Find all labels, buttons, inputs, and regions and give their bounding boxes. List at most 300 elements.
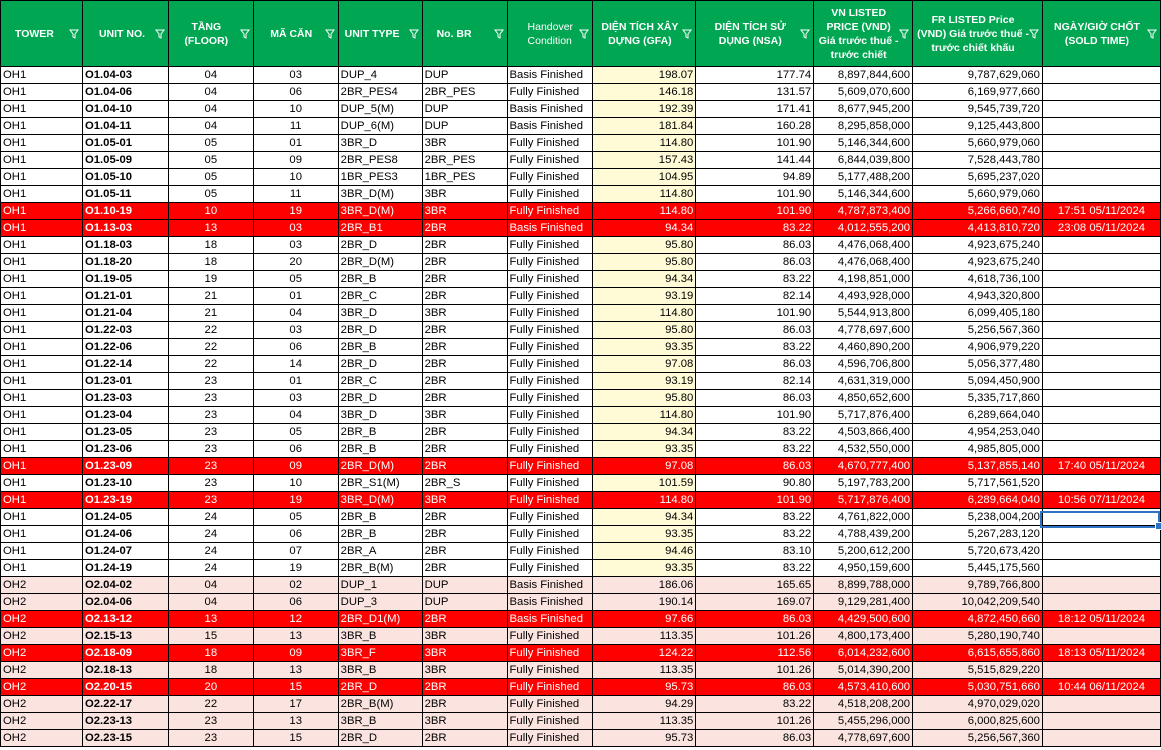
cell-fr-price[interactable]: 5,056,377,480 (913, 356, 1043, 373)
cell-no-br[interactable]: 2BR (422, 458, 507, 475)
cell-unit-no[interactable]: O1.04-10 (82, 101, 168, 118)
cell-unit-no[interactable]: O1.13-03 (82, 220, 168, 237)
cell-floor[interactable]: 24 (168, 526, 253, 543)
cell-unit-type[interactable]: 2BR_PES4 (338, 84, 422, 101)
cell-sold-time[interactable] (1042, 475, 1160, 492)
cell-nsa[interactable]: 86.03 (696, 730, 814, 747)
cell-no-br[interactable]: 2BR (422, 441, 507, 458)
cell-floor[interactable]: 04 (168, 577, 253, 594)
cell-fr-price[interactable]: 5,515,829,220 (913, 662, 1043, 679)
cell-tower[interactable]: OH2 (1, 645, 83, 662)
cell-handover[interactable]: Fully Finished (507, 169, 593, 186)
cell-gfa[interactable]: 190.14 (593, 594, 696, 611)
cell-gfa[interactable]: 114.80 (593, 186, 696, 203)
cell-unit-type[interactable]: DUP_6(M) (338, 118, 422, 135)
cell-nsa[interactable]: 101.26 (696, 662, 814, 679)
cell-fr-price[interactable]: 5,267,283,120 (913, 526, 1043, 543)
cell-vn-price[interactable]: 4,518,208,200 (814, 696, 913, 713)
cell-nsa[interactable]: 141.44 (696, 152, 814, 169)
cell-sold-time[interactable] (1042, 560, 1160, 577)
cell-unit-code[interactable]: 12 (253, 611, 338, 628)
cell-nsa[interactable]: 112.56 (696, 645, 814, 662)
cell-floor[interactable]: 18 (168, 237, 253, 254)
cell-unit-type[interactable]: 2BR_B1 (338, 220, 422, 237)
cell-tower[interactable]: OH2 (1, 730, 83, 747)
cell-tower[interactable]: OH1 (1, 254, 83, 271)
cell-nsa[interactable]: 160.28 (696, 118, 814, 135)
filter-dropdown-icon[interactable] (800, 28, 810, 40)
column-header-unit-code[interactable] (253, 1, 338, 67)
cell-nsa[interactable]: 86.03 (696, 254, 814, 271)
cell-handover[interactable]: Fully Finished (507, 730, 593, 747)
cell-vn-price[interactable]: 8,897,844,600 (814, 67, 913, 84)
cell-fr-price[interactable]: 9,545,739,720 (913, 101, 1043, 118)
cell-sold-time[interactable] (1042, 441, 1160, 458)
filter-dropdown-icon[interactable] (69, 28, 79, 40)
cell-vn-price[interactable]: 5,177,488,200 (814, 169, 913, 186)
cell-floor[interactable]: 24 (168, 560, 253, 577)
cell-tower[interactable]: OH1 (1, 220, 83, 237)
cell-nsa[interactable]: 83.22 (696, 560, 814, 577)
cell-no-br[interactable]: 2BR (422, 509, 507, 526)
cell-unit-code[interactable]: 10 (253, 475, 338, 492)
cell-fr-price[interactable]: 6,289,664,040 (913, 407, 1043, 424)
cell-unit-no[interactable]: O1.10-19 (82, 203, 168, 220)
cell-nsa[interactable]: 83.22 (696, 424, 814, 441)
cell-sold-time[interactable] (1042, 339, 1160, 356)
cell-gfa[interactable]: 94.34 (593, 424, 696, 441)
cell-handover[interactable]: Fully Finished (507, 509, 593, 526)
cell-unit-type[interactable]: 2BR_D (338, 730, 422, 747)
cell-nsa[interactable]: 171.41 (696, 101, 814, 118)
cell-unit-type[interactable]: 3BR_B (338, 713, 422, 730)
cell-fr-price[interactable]: 5,660,979,060 (913, 186, 1043, 203)
cell-fr-price[interactable]: 4,413,810,720 (913, 220, 1043, 237)
cell-handover[interactable]: Fully Finished (507, 424, 593, 441)
cell-handover[interactable]: Fully Finished (507, 203, 593, 220)
cell-handover[interactable]: Fully Finished (507, 492, 593, 509)
column-header-tower[interactable] (1, 1, 83, 67)
cell-handover[interactable]: Basis Finished (507, 594, 593, 611)
cell-tower[interactable]: OH1 (1, 101, 83, 118)
cell-unit-type[interactable]: 2BR_B(M) (338, 696, 422, 713)
cell-fr-price[interactable]: 6,615,655,860 (913, 645, 1043, 662)
cell-handover[interactable]: Fully Finished (507, 679, 593, 696)
cell-tower[interactable]: OH2 (1, 594, 83, 611)
cell-handover[interactable]: Fully Finished (507, 696, 593, 713)
cell-unit-code[interactable]: 14 (253, 356, 338, 373)
cell-tower[interactable]: OH1 (1, 118, 83, 135)
cell-fr-price[interactable]: 5,030,751,660 (913, 679, 1043, 696)
cell-tower[interactable]: OH1 (1, 237, 83, 254)
cell-unit-no[interactable]: O1.23-19 (82, 492, 168, 509)
cell-unit-type[interactable]: 3BR_D (338, 407, 422, 424)
cell-vn-price[interactable]: 8,899,788,000 (814, 577, 913, 594)
cell-unit-type[interactable]: 2BR_B(M) (338, 560, 422, 577)
cell-tower[interactable]: OH2 (1, 628, 83, 645)
cell-gfa[interactable]: 113.35 (593, 713, 696, 730)
cell-sold-time[interactable] (1042, 356, 1160, 373)
cell-vn-price[interactable]: 4,778,697,600 (814, 322, 913, 339)
cell-no-br[interactable]: 3BR (422, 407, 507, 424)
cell-floor[interactable]: 23 (168, 441, 253, 458)
cell-unit-type[interactable]: 2BR_B (338, 441, 422, 458)
column-header-sold-time[interactable] (1042, 1, 1160, 67)
filter-dropdown-icon[interactable] (579, 28, 589, 40)
cell-nsa[interactable]: 83.22 (696, 696, 814, 713)
cell-tower[interactable]: OH1 (1, 526, 83, 543)
cell-sold-time[interactable]: 17:51 05/11/2024 (1042, 203, 1160, 220)
cell-unit-no[interactable]: O2.18-13 (82, 662, 168, 679)
cell-gfa[interactable]: 95.80 (593, 322, 696, 339)
cell-unit-no[interactable]: O1.23-09 (82, 458, 168, 475)
cell-handover[interactable]: Fully Finished (507, 407, 593, 424)
cell-vn-price[interactable]: 4,850,652,600 (814, 390, 913, 407)
cell-vn-price[interactable]: 4,503,866,400 (814, 424, 913, 441)
cell-unit-code[interactable]: 03 (253, 67, 338, 84)
cell-floor[interactable]: 24 (168, 543, 253, 560)
cell-nsa[interactable]: 86.03 (696, 611, 814, 628)
cell-vn-price[interactable]: 4,670,777,400 (814, 458, 913, 475)
cell-handover[interactable]: Basis Finished (507, 118, 593, 135)
cell-fr-price[interactable]: 4,923,675,240 (913, 237, 1043, 254)
cell-unit-code[interactable]: 09 (253, 645, 338, 662)
cell-no-br[interactable]: 2BR (422, 611, 507, 628)
cell-vn-price[interactable]: 5,455,296,000 (814, 713, 913, 730)
cell-unit-code[interactable]: 06 (253, 441, 338, 458)
cell-vn-price[interactable]: 8,677,945,200 (814, 101, 913, 118)
cell-fr-price[interactable]: 9,789,766,800 (913, 577, 1043, 594)
cell-unit-no[interactable]: O2.23-15 (82, 730, 168, 747)
cell-handover[interactable]: Fully Finished (507, 84, 593, 101)
cell-gfa[interactable]: 104.95 (593, 169, 696, 186)
cell-unit-type[interactable]: 2BR_D (338, 356, 422, 373)
cell-vn-price[interactable]: 5,197,783,200 (814, 475, 913, 492)
cell-vn-price[interactable]: 4,788,439,200 (814, 526, 913, 543)
cell-sold-time[interactable] (1042, 526, 1160, 543)
cell-handover[interactable]: Basis Finished (507, 611, 593, 628)
cell-tower[interactable]: OH2 (1, 679, 83, 696)
cell-vn-price[interactable]: 5,717,876,400 (814, 492, 913, 509)
cell-sold-time[interactable] (1042, 186, 1160, 203)
cell-fr-price[interactable]: 4,906,979,220 (913, 339, 1043, 356)
cell-nsa[interactable]: 101.90 (696, 407, 814, 424)
cell-sold-time[interactable] (1042, 509, 1160, 526)
cell-gfa[interactable]: 95.73 (593, 679, 696, 696)
column-header-gfa[interactable] (593, 1, 696, 67)
cell-unit-type[interactable]: 2BR_C (338, 288, 422, 305)
cell-unit-no[interactable]: O1.21-04 (82, 305, 168, 322)
cell-unit-type[interactable]: 3BR_B (338, 628, 422, 645)
cell-gfa[interactable]: 146.18 (593, 84, 696, 101)
cell-nsa[interactable]: 82.14 (696, 288, 814, 305)
cell-no-br[interactable]: 2BR (422, 237, 507, 254)
cell-tower[interactable]: OH1 (1, 441, 83, 458)
filter-dropdown-icon[interactable] (1029, 28, 1039, 40)
cell-tower[interactable]: OH1 (1, 458, 83, 475)
cell-floor[interactable]: 23 (168, 713, 253, 730)
cell-unit-type[interactable]: DUP_3 (338, 594, 422, 611)
cell-handover[interactable]: Fully Finished (507, 135, 593, 152)
cell-sold-time[interactable] (1042, 67, 1160, 84)
cell-gfa[interactable]: 93.35 (593, 526, 696, 543)
cell-gfa[interactable]: 114.80 (593, 203, 696, 220)
filter-dropdown-icon[interactable] (240, 28, 250, 40)
cell-floor[interactable]: 04 (168, 84, 253, 101)
cell-sold-time[interactable]: 10:56 07/11/2024 (1042, 492, 1160, 509)
cell-unit-code[interactable]: 06 (253, 594, 338, 611)
cell-sold-time[interactable]: 10:44 06/11/2024 (1042, 679, 1160, 696)
cell-vn-price[interactable]: 4,532,550,000 (814, 441, 913, 458)
cell-gfa[interactable]: 114.80 (593, 492, 696, 509)
cell-tower[interactable]: OH2 (1, 662, 83, 679)
cell-gfa[interactable]: 95.80 (593, 237, 696, 254)
cell-unit-type[interactable]: 2BR_B (338, 526, 422, 543)
cell-unit-code[interactable]: 06 (253, 339, 338, 356)
cell-no-br[interactable]: 2BR (422, 560, 507, 577)
cell-no-br[interactable]: 3BR (422, 203, 507, 220)
cell-fr-price[interactable]: 9,787,629,060 (913, 67, 1043, 84)
cell-no-br[interactable]: 2BR (422, 322, 507, 339)
cell-tower[interactable]: OH1 (1, 543, 83, 560)
cell-nsa[interactable]: 101.90 (696, 492, 814, 509)
cell-gfa[interactable]: 181.84 (593, 118, 696, 135)
cell-gfa[interactable]: 186.06 (593, 577, 696, 594)
cell-handover[interactable]: Basis Finished (507, 577, 593, 594)
cell-tower[interactable]: OH2 (1, 696, 83, 713)
cell-fr-price[interactable]: 5,238,004,200 (913, 509, 1043, 526)
cell-unit-code[interactable]: 11 (253, 186, 338, 203)
cell-unit-code[interactable]: 03 (253, 390, 338, 407)
cell-floor[interactable]: 05 (168, 186, 253, 203)
cell-unit-type[interactable]: 2BR_B (338, 424, 422, 441)
cell-handover[interactable]: Fully Finished (507, 526, 593, 543)
cell-unit-type[interactable]: 3BR_F (338, 645, 422, 662)
cell-unit-code[interactable]: 05 (253, 271, 338, 288)
cell-nsa[interactable]: 94.89 (696, 169, 814, 186)
cell-sold-time[interactable] (1042, 730, 1160, 747)
cell-floor[interactable]: 04 (168, 118, 253, 135)
cell-unit-code[interactable]: 13 (253, 713, 338, 730)
cell-unit-code[interactable]: 06 (253, 526, 338, 543)
cell-vn-price[interactable]: 4,596,706,800 (814, 356, 913, 373)
cell-nsa[interactable]: 101.26 (696, 628, 814, 645)
cell-vn-price[interactable]: 5,146,344,600 (814, 135, 913, 152)
cell-no-br[interactable]: 2BR (422, 679, 507, 696)
cell-sold-time[interactable] (1042, 305, 1160, 322)
cell-floor[interactable]: 21 (168, 288, 253, 305)
cell-fr-price[interactable]: 5,094,450,900 (913, 373, 1043, 390)
cell-nsa[interactable]: 90.80 (696, 475, 814, 492)
cell-floor[interactable]: 20 (168, 679, 253, 696)
cell-handover[interactable]: Fully Finished (507, 237, 593, 254)
cell-fr-price[interactable]: 4,985,805,000 (913, 441, 1043, 458)
cell-fr-price[interactable]: 10,042,209,540 (913, 594, 1043, 611)
cell-unit-type[interactable]: 2BR_PES8 (338, 152, 422, 169)
cell-unit-code[interactable]: 13 (253, 628, 338, 645)
cell-unit-type[interactable]: 2BR_D (338, 237, 422, 254)
cell-vn-price[interactable]: 4,476,068,400 (814, 237, 913, 254)
cell-no-br[interactable]: 2BR_PES (422, 152, 507, 169)
cell-unit-type[interactable]: 2BR_B (338, 509, 422, 526)
cell-gfa[interactable]: 95.80 (593, 390, 696, 407)
cell-vn-price[interactable]: 5,014,390,200 (814, 662, 913, 679)
cell-unit-type[interactable]: 2BR_D1(M) (338, 611, 422, 628)
cell-gfa[interactable]: 101.59 (593, 475, 696, 492)
filter-dropdown-icon[interactable] (155, 28, 165, 40)
filter-dropdown-icon[interactable] (682, 28, 692, 40)
cell-unit-code[interactable]: 07 (253, 543, 338, 560)
cell-unit-no[interactable]: O1.05-01 (82, 135, 168, 152)
cell-vn-price[interactable]: 6,844,039,800 (814, 152, 913, 169)
cell-gfa[interactable]: 93.19 (593, 373, 696, 390)
cell-tower[interactable]: OH1 (1, 152, 83, 169)
cell-unit-no[interactable]: O2.22-17 (82, 696, 168, 713)
cell-sold-time[interactable] (1042, 84, 1160, 101)
cell-gfa[interactable]: 113.35 (593, 628, 696, 645)
cell-unit-type[interactable]: 2BR_A (338, 543, 422, 560)
cell-vn-price[interactable]: 4,800,173,400 (814, 628, 913, 645)
cell-gfa[interactable]: 94.34 (593, 271, 696, 288)
cell-sold-time[interactable] (1042, 271, 1160, 288)
cell-gfa[interactable]: 114.80 (593, 135, 696, 152)
cell-fr-price[interactable]: 5,660,979,060 (913, 135, 1043, 152)
cell-floor[interactable]: 15 (168, 628, 253, 645)
cell-no-br[interactable]: 2BR (422, 339, 507, 356)
cell-sold-time[interactable] (1042, 322, 1160, 339)
cell-unit-type[interactable]: 2BR_C (338, 373, 422, 390)
cell-floor[interactable]: 23 (168, 730, 253, 747)
cell-handover[interactable]: Fully Finished (507, 645, 593, 662)
cell-no-br[interactable]: 3BR (422, 662, 507, 679)
cell-no-br[interactable]: 2BR_PES (422, 84, 507, 101)
cell-unit-type[interactable]: 2BR_D (338, 679, 422, 696)
cell-unit-code[interactable]: 03 (253, 322, 338, 339)
cell-sold-time[interactable] (1042, 594, 1160, 611)
cell-vn-price[interactable]: 4,429,500,600 (814, 611, 913, 628)
cell-floor[interactable]: 13 (168, 220, 253, 237)
cell-unit-type[interactable]: 3BR_D(M) (338, 203, 422, 220)
cell-handover[interactable]: Fully Finished (507, 305, 593, 322)
cell-gfa[interactable]: 198.07 (593, 67, 696, 84)
cell-nsa[interactable]: 101.90 (696, 305, 814, 322)
cell-vn-price[interactable]: 5,146,344,600 (814, 186, 913, 203)
cell-gfa[interactable]: 113.35 (593, 662, 696, 679)
cell-unit-no[interactable]: O1.23-01 (82, 373, 168, 390)
cell-unit-no[interactable]: O1.05-11 (82, 186, 168, 203)
cell-vn-price[interactable]: 4,631,319,000 (814, 373, 913, 390)
cell-unit-code[interactable]: 05 (253, 509, 338, 526)
cell-vn-price[interactable]: 4,787,873,400 (814, 203, 913, 220)
cell-sold-time[interactable] (1042, 237, 1160, 254)
cell-unit-no[interactable]: O2.04-02 (82, 577, 168, 594)
cell-unit-no[interactable]: O1.23-04 (82, 407, 168, 424)
cell-handover[interactable]: Fully Finished (507, 288, 593, 305)
cell-vn-price[interactable]: 4,198,851,000 (814, 271, 913, 288)
cell-unit-type[interactable]: 3BR_D (338, 135, 422, 152)
cell-tower[interactable]: OH1 (1, 67, 83, 84)
cell-no-br[interactable]: 2BR (422, 424, 507, 441)
cell-nsa[interactable]: 86.03 (696, 458, 814, 475)
cell-sold-time[interactable] (1042, 543, 1160, 560)
column-header-unit-type[interactable] (338, 1, 422, 67)
cell-nsa[interactable]: 86.03 (696, 356, 814, 373)
cell-nsa[interactable]: 101.90 (696, 135, 814, 152)
cell-fr-price[interactable]: 5,137,855,140 (913, 458, 1043, 475)
cell-gfa[interactable]: 97.08 (593, 356, 696, 373)
cell-unit-code[interactable]: 01 (253, 288, 338, 305)
cell-vn-price[interactable]: 5,200,612,200 (814, 543, 913, 560)
cell-unit-code[interactable]: 13 (253, 662, 338, 679)
cell-fr-price[interactable]: 4,970,029,020 (913, 696, 1043, 713)
cell-no-br[interactable]: 2BR (422, 526, 507, 543)
cell-floor[interactable]: 05 (168, 169, 253, 186)
cell-vn-price[interactable]: 9,129,281,400 (814, 594, 913, 611)
cell-sold-time[interactable] (1042, 577, 1160, 594)
cell-fr-price[interactable]: 6,169,977,660 (913, 84, 1043, 101)
cell-fr-price[interactable]: 4,618,736,100 (913, 271, 1043, 288)
cell-vn-price[interactable]: 4,950,159,600 (814, 560, 913, 577)
cell-sold-time[interactable]: 17:40 05/11/2024 (1042, 458, 1160, 475)
cell-vn-price[interactable]: 5,609,070,600 (814, 84, 913, 101)
cell-unit-code[interactable]: 09 (253, 458, 338, 475)
cell-no-br[interactable]: 3BR (422, 135, 507, 152)
cell-unit-no[interactable]: O2.13-12 (82, 611, 168, 628)
cell-unit-code[interactable]: 03 (253, 220, 338, 237)
cell-unit-no[interactable]: O1.04-03 (82, 67, 168, 84)
cell-unit-type[interactable]: 2BR_B (338, 339, 422, 356)
cell-unit-no[interactable]: O2.04-06 (82, 594, 168, 611)
column-header-vn-price[interactable] (814, 1, 913, 67)
cell-fr-price[interactable]: 5,717,561,520 (913, 475, 1043, 492)
cell-nsa[interactable]: 169.07 (696, 594, 814, 611)
cell-tower[interactable]: OH2 (1, 577, 83, 594)
cell-floor[interactable]: 04 (168, 101, 253, 118)
cell-tower[interactable]: OH1 (1, 475, 83, 492)
cell-sold-time[interactable] (1042, 118, 1160, 135)
cell-tower[interactable]: OH1 (1, 407, 83, 424)
cell-unit-no[interactable]: O2.23-13 (82, 713, 168, 730)
cell-gfa[interactable]: 94.46 (593, 543, 696, 560)
cell-unit-type[interactable]: 2BR_D(M) (338, 254, 422, 271)
cell-nsa[interactable]: 83.22 (696, 509, 814, 526)
cell-unit-code[interactable]: 20 (253, 254, 338, 271)
cell-tower[interactable]: OH1 (1, 305, 83, 322)
cell-unit-no[interactable]: O1.23-05 (82, 424, 168, 441)
cell-floor[interactable]: 23 (168, 373, 253, 390)
cell-unit-no[interactable]: O1.21-01 (82, 288, 168, 305)
cell-fr-price[interactable]: 6,099,405,180 (913, 305, 1043, 322)
cell-unit-code[interactable]: 19 (253, 560, 338, 577)
cell-vn-price[interactable]: 4,476,068,400 (814, 254, 913, 271)
cell-gfa[interactable]: 124.22 (593, 645, 696, 662)
cell-floor[interactable]: 18 (168, 645, 253, 662)
cell-tower[interactable]: OH1 (1, 135, 83, 152)
cell-unit-no[interactable]: O2.20-15 (82, 679, 168, 696)
cell-tower[interactable]: OH1 (1, 424, 83, 441)
cell-nsa[interactable]: 131.57 (696, 84, 814, 101)
cell-no-br[interactable]: 3BR (422, 713, 507, 730)
cell-floor[interactable]: 22 (168, 339, 253, 356)
cell-sold-time[interactable] (1042, 254, 1160, 271)
cell-handover[interactable]: Fully Finished (507, 339, 593, 356)
cell-handover[interactable]: Fully Finished (507, 356, 593, 373)
cell-fr-price[interactable]: 4,923,675,240 (913, 254, 1043, 271)
cell-tower[interactable]: OH1 (1, 84, 83, 101)
column-header-handover[interactable] (507, 1, 593, 67)
cell-unit-type[interactable]: DUP_5(M) (338, 101, 422, 118)
column-header-nsa[interactable] (696, 1, 814, 67)
